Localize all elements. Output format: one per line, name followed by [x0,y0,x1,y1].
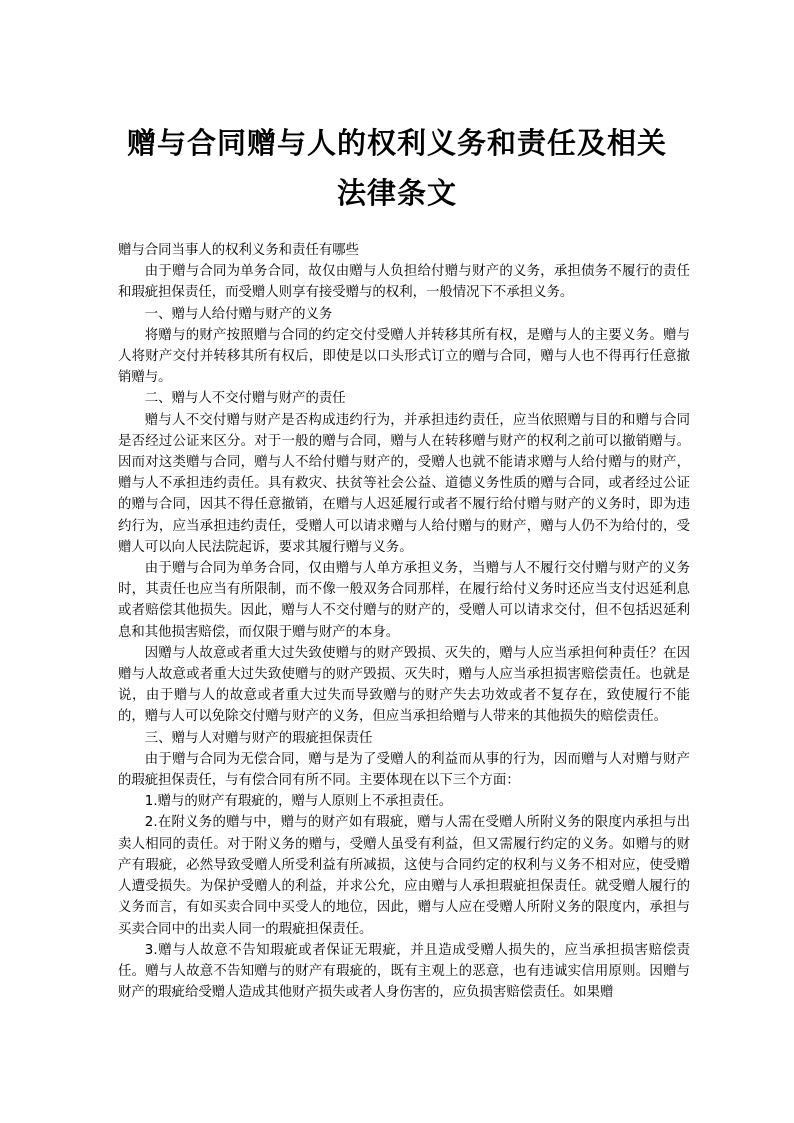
paragraph: 将赠与的财产按照赠与合同的约定交付受赠人并转移其所有权，是赠与人的主要义务。赠与人将财产交付并转移其所有权后，即使是以口头形式订立的赠与合同，赠与人也不得再行任意撤销赠与。 [118,327,690,386]
paragraph: 由于赠与合同为无偿合同，赠与是为了受赠人的利益而从事的行为，因而赠与人对赠与财产的瑕疵担保责任，与有偿合同有所不同。主要体现在以下三个方面： [118,751,690,789]
section-heading: 一、赠与人给付赠与财产的义务 [144,306,333,322]
list-item: 1.赠与的财产有瑕疵的，赠与人原则上不承担责任。 [144,794,453,810]
section-heading: 二、赠与人不交付赠与财产的责任 [144,391,346,407]
section-intro-heading: 赠与合同当事人的权利义务和责任有哪些 [118,243,360,258]
list-item: 3.赠与人故意不告知瑕疵或者保证无瑕疵，并且造成受赠人损失的，应当承担损害赔偿责任。赠与人故意不告知赠与的财产有瑕疵的，既有主观上的恶意，也有违诚实信用原则。因赠与财产的瑕疵给受赠人造成其他财产损失或者人身伤害的，应负损害赔偿责任。如果赠 [118,942,690,1001]
paragraph: 由于赠与合同为单务合同，仅由赠与人单方承担义务，当赠与人不履行交付赠与财产的义务时，其责任也应当有所限制，而不像一般双务合同那样，在履行给付义务时还应当支付迟延利息或者赔偿其他损失。因此，赠与人不交付赠与的财产的，受赠人可以请求交付，但不包括迟延利息和其他损害赔偿，而仅限于赠与财产的本身。 [118,561,690,640]
paragraph: 因赠与人故意或者重大过失致使赠与的财产毁损、灭失的，赠与人应当承担何种责任？在因赠与人故意或者重大过失致使赠与的财产毁损、灭失时，赠与人应当承担损害赔偿责任。也就是说，由于赠与人的故意或者重大过失而导致赠与的财产失去功效或者不复存在，致使履行不能的，赠与人可以免除交付赠与财产的义务，但应当承担给赠与人带来的其他损失的赔偿责任。 [118,645,690,725]
document-title-line-1: 赠与合同赠与人的权利义务和责任及相关 [126,126,667,160]
document-body [118,240,690,1003]
document-title-line-2: 法律条文 [336,176,457,210]
list-item: 2.在附义务的赠与中，赠与的财产如有瑕疵，赠与人需在受赠人所附义务的限度内承担与出卖人相同的责任。对于附义务的赠与，受赠人虽受有利益，但又需履行约定的义务。如赠与的财产有瑕疵，必然导致受赠人所受利益有所减损，这使与合同约定的权利与义务不相对应，使受赠人遭受损失。为保护受赠人的利益，并求公允，应由赠与人承担瑕疵担保责任。就受赠人履行的义务而言，有如买卖合同中买受人的地位，因此，赠与人应在受赠人所附义务的限度内，承担与买卖合同中的出卖人同一的瑕疵担保责任。 [118,815,690,937]
section-heading: 三、赠与人对赠与财产的瑕疵担保责任 [144,730,373,746]
paragraph: 赠与人不交付赠与财产是否构成违约行为，并承担违约责任，应当依照赠与目的和赠与合同是否经过公证来区分。对于一般的赠与合同，赠与人在转移赠与财产的权利之前可以撤销赠与。因而对这类赠与合同，赠与人不给付赠与财产的，受赠人也就不能请求赠与人给付赠与的财产，赠与人不承担违约责任。具有救灾、扶贫等社会公益、道德义务性质的赠与合同，或者经过公证的赠与合同，因其不得任意撤销，在赠与人迟延履行或者不履行给付赠与财产的义务时，即为违约行为，应当承担违约责任，受赠人可以请求赠与人给付赠与的财产，赠与人仍不为给付的，受赠人可以向人民法院起诉，要求其履行赠与义务。 [118,412,690,555]
paragraph: 由于赠与合同为单务合同，故仅由赠与人负担给付赠与财产的义务，承担债务不履行的责任和瑕疵担保责任，而受赠人则享有接受赠与的权利，一般情况下不承担义务。 [118,264,690,301]
